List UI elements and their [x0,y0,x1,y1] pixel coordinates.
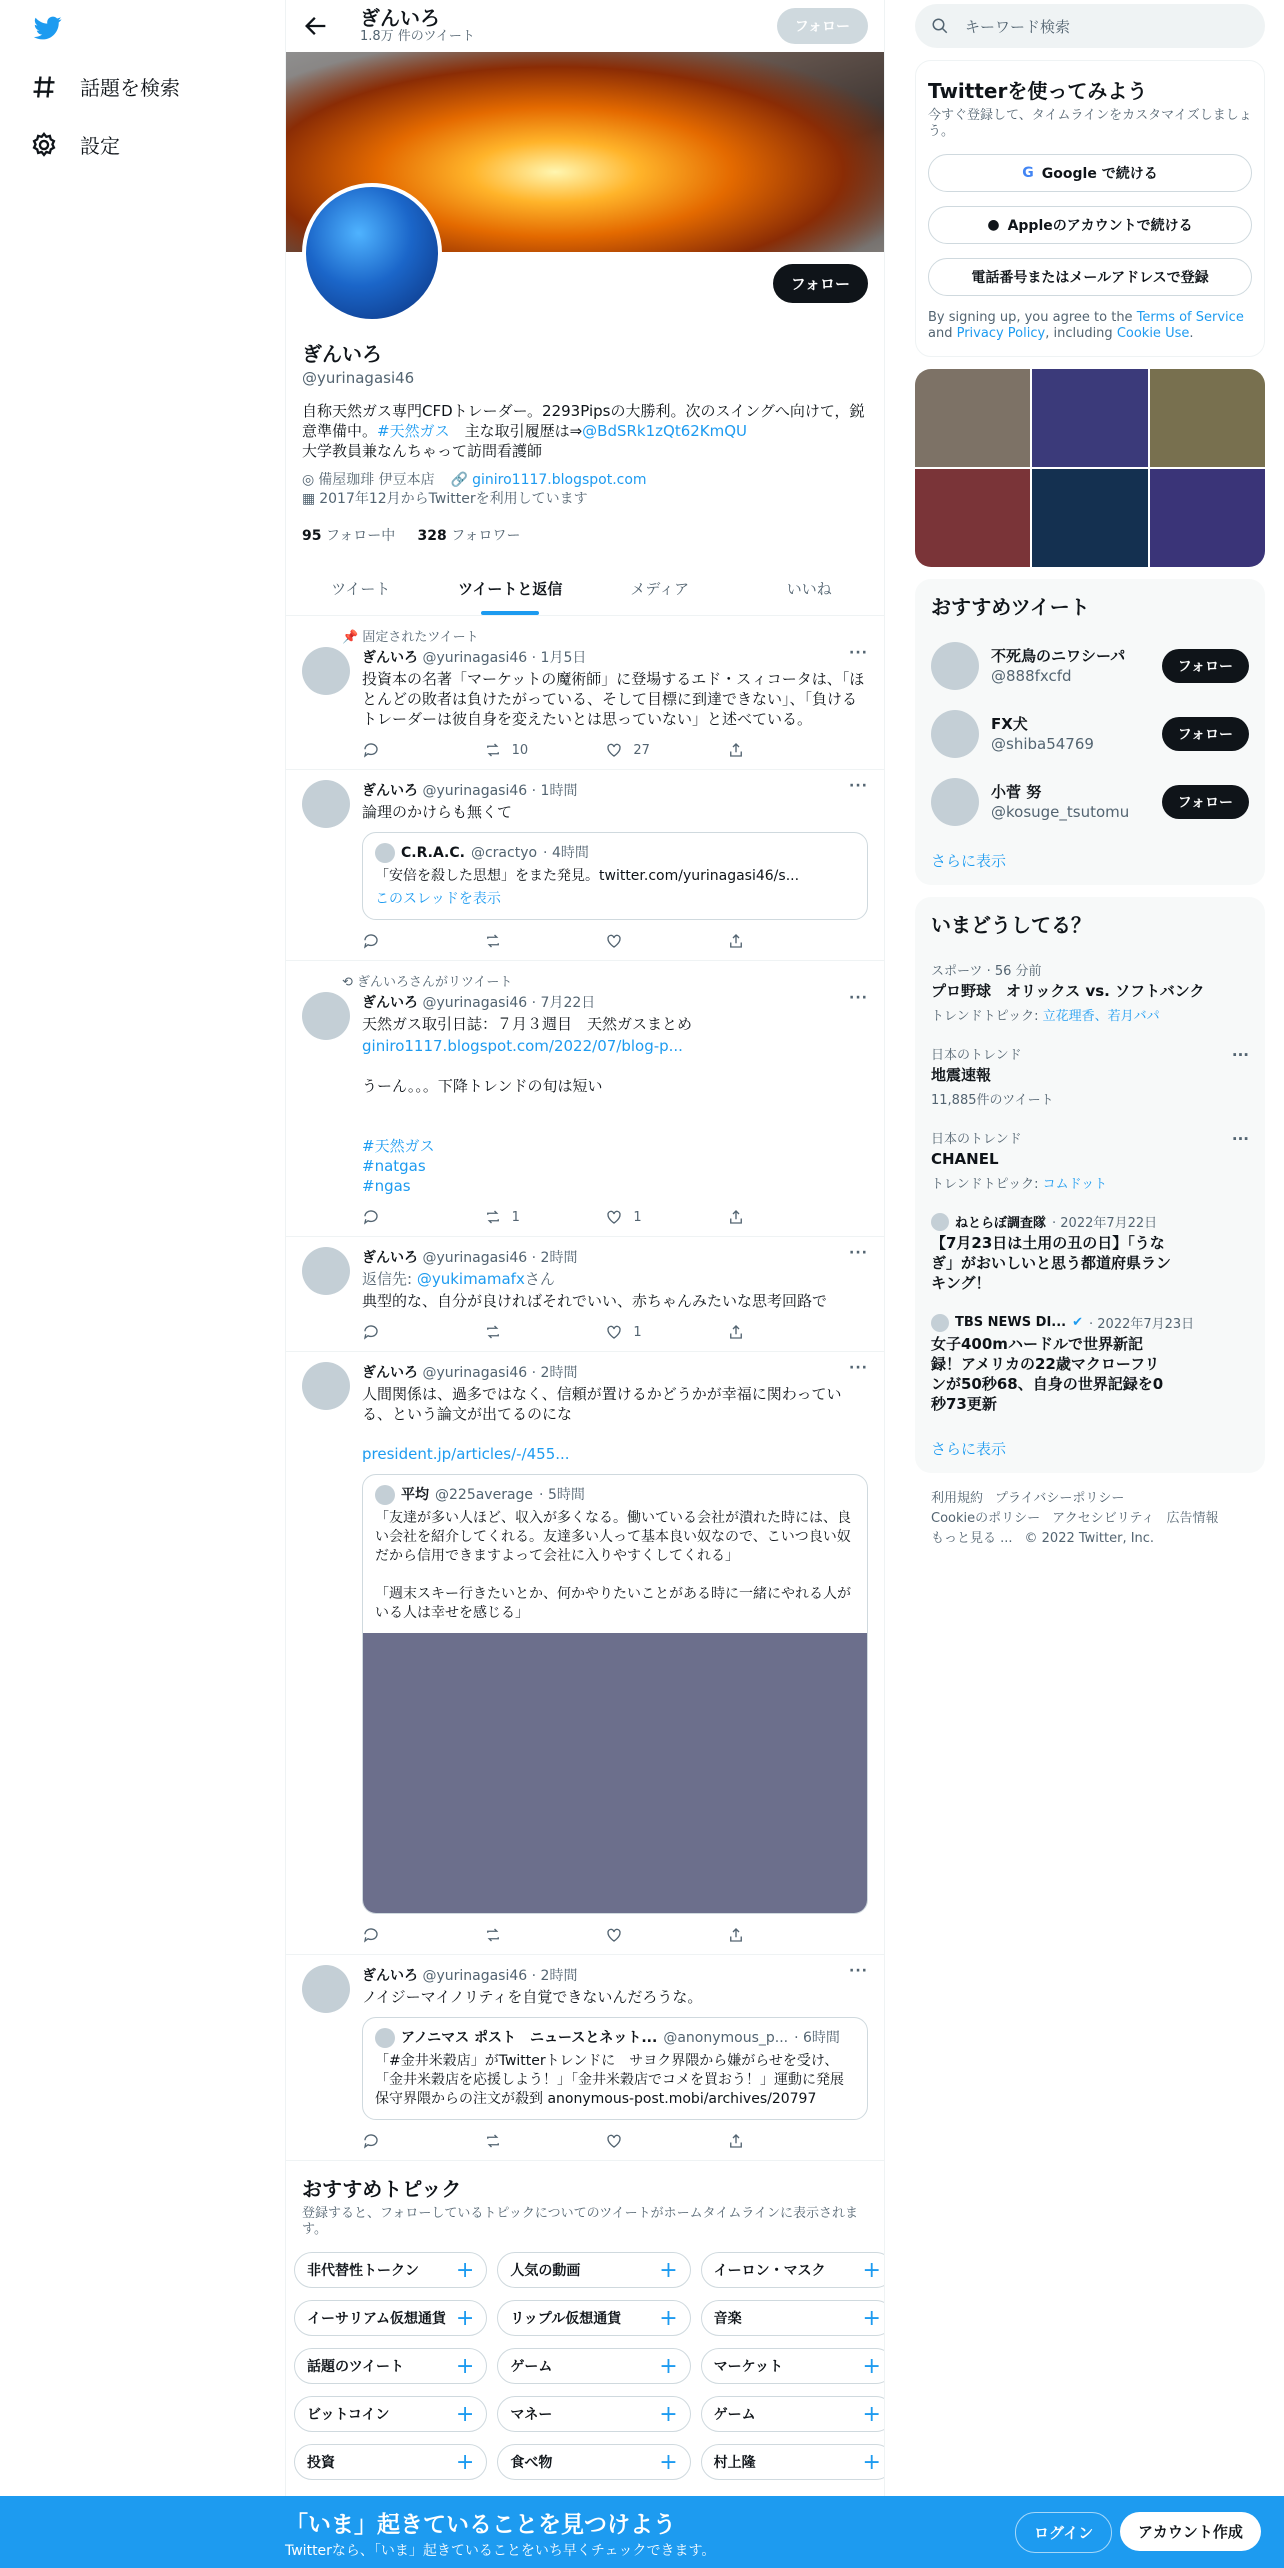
topic-chip[interactable]: ゲーム + [701,2396,885,2432]
user-name[interactable]: FX犬 [991,715,1028,733]
topic-chip[interactable]: イーサリアム仮想通貨 + [294,2300,487,2336]
tab-likes[interactable]: いいね [786,580,832,598]
share-icon [727,1208,745,1226]
tweet[interactable] [286,1955,884,2161]
signup-title: Twitterを使ってみよう [928,79,1148,103]
tweet-actions [362,932,787,950]
quote-handle: @anonymous_p... [663,2029,789,2046]
topic-chip[interactable]: 音楽 + [701,2300,885,2336]
like-button[interactable]: 27 [605,741,665,759]
show-thread-link[interactable]: このスレッドを表示 [375,891,501,907]
location-icon: ◎ [302,472,315,488]
tweet-avatar[interactable] [302,1965,350,2013]
tweet-handle[interactable]: @yurinagasi46 [422,783,528,799]
tweet-actions [362,1323,787,1341]
profile-header-bar [286,0,884,52]
like-button[interactable]: 1 [605,1323,665,1341]
topic-chip[interactable]: 非代替性トークン + [294,2252,487,2288]
bio-text-2: 主な取引履歴は⇒ [449,422,583,440]
share-button[interactable] [727,2132,787,2150]
topic-chip[interactable]: 話題のツイート + [294,2348,487,2384]
plus-icon: + [455,2305,475,2331]
profile-bio [302,401,868,461]
reply-icon [362,2132,380,2150]
avatar[interactable] [931,778,979,826]
tweet-text: 典型的な、自分が良ければそれでいい、赤ちゃんみたいな思考回路で [362,1292,828,1310]
share-icon [727,2132,745,2150]
quote-author: C.R.A.C. [401,844,465,861]
media-thumbnail[interactable] [915,369,1030,467]
user-name[interactable]: 不死鳥のニワシーパ [991,647,1126,665]
reply-button[interactable] [362,741,422,759]
retweet-button[interactable]: 1 [484,1208,544,1226]
user-handle: @shiba54769 [991,735,1094,753]
tweet-author[interactable]: ぎんいろ [362,1365,418,1381]
pinned-context: 📌 固定されたツイート [342,630,479,645]
who-title: おすすめツイート [931,595,1090,619]
topic-chip[interactable]: イーロン・マスク + [701,2252,885,2288]
tweet-time[interactable]: · 7月22日 [531,995,596,1011]
tweet-author[interactable]: ぎんいろ [362,995,418,1011]
news-source-avatar [931,1314,949,1332]
share-icon [727,932,745,950]
profile-avatar[interactable] [302,183,442,323]
heart-icon [605,1926,623,1944]
follow-button[interactable]: フォロー [1162,649,1249,683]
reply-to: 返信先: @yukimamafxさん [362,1270,555,1288]
tweet-actions [362,741,787,759]
google-icon: G [1022,165,1034,181]
reply-icon [362,932,380,950]
reply-to-mention[interactable]: @yukimamafx [416,1270,525,1288]
topic-chip[interactable]: 村上隆 + [701,2444,885,2480]
tweet-avatar[interactable] [302,647,350,695]
tweet[interactable] [286,770,884,961]
copyright: © 2022 Twitter, Inc. [1024,1531,1155,1546]
quoted-tweet[interactable] [362,2017,868,2120]
quote-time: · 4時間 [543,844,589,861]
signup-legal: By signing up, you agree to the Terms of Service and Privacy Policy, including Cookie Use. [928,310,1244,341]
profile-meta [302,471,868,509]
tweet-text: 人間関係は、過多ではなく、信頼が置けるかどうかが幸福に関わっている、という論文が出てるのにな [362,1385,842,1423]
tweet-text: 天然ガス取引日誌：７月３週目 天然ガスまとめ [362,1015,693,1033]
create-account-button[interactable]: アカウント作成 [1120,2512,1261,2551]
media-thumbnail[interactable] [915,469,1030,567]
reply-button[interactable] [362,932,422,950]
topic-chip[interactable]: 食べ物 + [497,2444,690,2480]
more-icon[interactable]: ··· [1231,1130,1249,1148]
follow-button[interactable]: フォロー [1162,785,1249,819]
reply-icon [362,741,380,759]
share-icon [727,1926,745,1944]
tweet-time[interactable]: · 2時間 [531,1250,578,1266]
like-button[interactable] [605,932,665,950]
tweet-actions [362,1208,787,1226]
user-handle: @kosuge_tsutomu [991,803,1130,821]
topic-chip[interactable]: ビットコイン + [294,2396,487,2432]
quote-text: 「#金井米穀店」がTwitterトレンドに サヨク界隈から嫌がらせを受け、「金井米穀店を応援しよう！」「金井米穀店でコメを買おう！」運動に発展 保守界隈からの注文が殺到 anonymous-post.mobi/archives/20797 [375,2053,858,2107]
tweet-link[interactable]: giniro1117.blogspot.com/2022/07/blog-p... [362,1037,683,1055]
who-to-follow [915,579,1265,885]
retweet-context: ⟲ ぎんいろさんがリツイート [342,975,513,990]
topic-chip[interactable]: 人気の動画 + [497,2252,690,2288]
tweet[interactable] [286,1237,884,1352]
reply-icon [362,1323,380,1341]
retweet-icon [484,932,502,950]
profile-column [285,0,885,2568]
tab-media[interactable]: メディア [630,580,690,598]
footer-link[interactable]: 利用規約 [931,1491,984,1506]
user-handle: @888fxcfd [991,667,1072,685]
tweet-author[interactable]: ぎんいろ [362,783,418,799]
media-thumbnail[interactable] [1150,469,1265,567]
trends-show-more[interactable]: さらに表示 [931,1440,1007,1458]
tweet-handle[interactable]: @yurinagasi46 [422,995,528,1011]
retweet-icon [484,1323,502,1341]
share-button[interactable] [727,932,787,950]
tweet-avatar[interactable] [302,992,350,1040]
topics-subtitle: 登録すると、フォローしているトピックについてのツイートがホームタイムラインに表示されます。 [302,2206,859,2237]
nav-settings[interactable] [30,130,120,159]
reply-icon [362,1208,380,1226]
who-to-follow-item[interactable] [915,700,1265,768]
retweet-button[interactable] [484,932,544,950]
share-button[interactable] [727,1208,787,1226]
search-input[interactable]: キーワード検索 [965,17,1071,36]
topic-chip[interactable]: リップル仮想通貨 + [497,2300,690,2336]
media-grid [915,369,1265,567]
retweet-button[interactable] [484,1926,544,1944]
profile-follow-counts [302,525,868,545]
google-signup-button[interactable]: G Google で続ける [928,154,1252,192]
more-icon[interactable]: ··· [849,1245,868,1261]
heart-icon [605,2132,623,2150]
right-sidebar [915,0,1265,1565]
share-icon [727,741,745,759]
nav-explore[interactable] [30,72,180,101]
tweet-time[interactable]: · 1月5日 [531,650,587,666]
apple-signup-button[interactable]: ● Appleのアカウントで続ける [928,206,1252,244]
tweet-avatar[interactable] [302,1362,350,1410]
plus-icon: + [659,2353,678,2379]
quote-handle: @cractyo [470,844,538,861]
tweet-time[interactable]: · 1時間 [531,783,578,799]
more-icon[interactable]: ··· [849,1360,868,1376]
quote-author: 平均 [401,1486,429,1503]
plus-icon: + [862,2257,881,2283]
signup-card [915,60,1265,357]
more-icon[interactable]: ··· [1231,1046,1249,1064]
plus-icon: + [862,2449,881,2475]
retweet-button[interactable] [484,2132,544,2150]
quote-avatar [375,1485,395,1505]
tweet-author[interactable]: ぎんいろ [362,650,418,666]
bio-text: 自称天然ガス専門CFDトレーダー。2293Pipsの大勝利。次のスイングへ向けて，鋭意準備中。 [302,402,865,440]
apple-icon: ● [987,217,1000,233]
more-icon[interactable]: ··· [849,778,868,794]
who-to-follow-item[interactable] [915,768,1265,836]
reply-button[interactable] [362,1926,422,1944]
plus-icon: + [455,2257,475,2283]
login-button[interactable]: ログイン [1015,2512,1112,2553]
bio-mention[interactable]: @BdSRk1zQt62KmQU [582,422,748,440]
media-thumbnail[interactable] [1150,369,1265,467]
plus-icon: + [862,2401,881,2427]
tweet-text: 論理のかけらも無くて [362,803,513,821]
tweet-handle[interactable]: @yurinagasi46 [422,1365,528,1381]
follow-button[interactable]: フォロー [1162,717,1249,751]
tweet-avatar[interactable] [302,1247,350,1295]
share-button[interactable] [727,1926,787,1944]
heart-icon [605,932,623,950]
twitter-logo-icon[interactable] [32,14,64,42]
quote-time: · 6時間 [794,2029,840,2046]
media-thumbnail[interactable] [1032,469,1147,567]
plus-icon: + [862,2353,881,2379]
retweet-icon [484,1208,502,1226]
topic-chip[interactable]: マネー + [497,2396,690,2432]
tweet-handle[interactable]: @yurinagasi46 [422,1250,528,1266]
plus-icon: + [862,2305,881,2331]
nav-settings-label: 設定 [80,134,120,158]
user-name[interactable]: 小菅 努 [991,783,1042,801]
tweet-text: 投資本の名著「マーケットの魔術師」に登場するエド・スィコータは、「ほとんどの敗者は負けたがっている、そして目標に到達できない」、「負けるトレーダーは彼自身を変えたいとは思っていない」と述べている。 [362,670,865,728]
tweet-author[interactable]: ぎんいろ [362,1250,418,1266]
verified-icon: ✔ [1072,1315,1084,1330]
hashtag-link[interactable]: #natgas [362,1157,426,1175]
tab-tweets[interactable]: ツイート [331,580,391,598]
retweet-context-icon: ⟲ [342,975,358,990]
heart-icon [605,1208,623,1226]
back-arrow-icon[interactable] [302,12,330,40]
bottom-bar-title: 「いま」起きていることを見つけよう [285,2512,676,2538]
following-link[interactable]: 95 フォロー中 [302,528,396,544]
left-nav [0,0,285,2568]
gear-icon [30,131,58,159]
tweet-hashtags [362,1116,868,1196]
heart-icon [605,1323,623,1341]
signup-subtitle: 今すぐ登録して、タイムラインをカスタマイズしましょう。 [928,108,1252,139]
footer-links [915,1473,1265,1565]
topic-chip[interactable]: ゲーム + [497,2348,690,2384]
retweet-button[interactable]: 10 [484,741,544,759]
header-name: ぎんいろ [360,6,440,30]
tweet-handle[interactable]: @yurinagasi46 [422,1968,528,1984]
hashtag-link[interactable]: #ngas [362,1177,411,1195]
more-icon[interactable]: ··· [849,645,868,661]
share-button[interactable] [727,741,787,759]
trend-item[interactable]: ··· 日本のトレンド CHANEL トレンドトピック: コムドット [931,1130,1249,1192]
plus-icon: + [455,2353,475,2379]
bottom-signup-bar [0,2496,1284,2568]
hashtag-icon [30,73,58,101]
quoted-tweet[interactable] [362,832,868,920]
who-show-more[interactable]: さらに表示 [931,852,1007,870]
profile-tabs [286,563,884,616]
profile-name: ぎんいろ [302,342,382,366]
plus-icon: + [659,2305,678,2331]
share-icon [727,1323,745,1341]
retweet-icon [484,1926,502,1944]
phone-email-signup-button[interactable]: 電話番号またはメールアドレスで登録 [928,258,1252,296]
topics-title: おすすめトピック [302,2177,462,2201]
follow-button[interactable]: フォロー [773,264,868,303]
tweet-avatar[interactable] [302,780,350,828]
tweet[interactable] [286,616,884,770]
footer-link[interactable]: 広告情報 [1166,1511,1219,1526]
topic-chips [294,2252,885,2480]
trend-item[interactable]: スポーツ · 56 分前 プロ野球 オリックス vs. ソフトバンク トレンドトピック: 立花理香、若月バパ [931,964,1205,1024]
pin-icon: 📌 [342,630,363,645]
reply-button[interactable] [362,1208,422,1226]
like-button[interactable] [605,1926,665,1944]
more-icon[interactable]: ··· [849,990,868,1006]
profile-joined: 2017年12月からTwitterを利用しています [319,491,588,507]
footer-more[interactable]: もっと見る ... [931,1531,1013,1546]
like-button[interactable] [605,2132,665,2150]
quote-avatar [375,2028,395,2048]
terms-link[interactable]: Terms of Service [1136,310,1244,325]
reply-icon [362,1926,380,1944]
footer-link[interactable]: Cookieのポリシー [931,1511,1041,1526]
trend-item[interactable]: ··· 日本のトレンド 地震速報 11,885件のツイート [931,1046,1249,1108]
header-follow-button[interactable]: フォロー [777,8,868,44]
media-thumbnail[interactable] [1032,369,1147,467]
news-source-avatar [931,1213,949,1231]
tweet-text: ノイジーマイノリティを自覚できないんだろうな。 [362,1988,703,2006]
plus-icon: + [659,2401,678,2427]
share-button[interactable] [727,1323,787,1341]
more-icon[interactable]: ··· [849,1963,868,1979]
retweet-icon [484,741,502,759]
tweet-actions [362,2132,787,2150]
profile-info [286,338,884,545]
topic-chip[interactable]: マーケット + [701,2348,885,2384]
search-box[interactable] [915,4,1265,48]
header-tweet-count: 1.8万 件のツイート [360,29,475,44]
quote-avatar [375,843,395,863]
heart-icon [605,741,623,759]
retweet-icon [484,2132,502,2150]
quote-time: · 5時間 [539,1486,585,1503]
tweet[interactable] [286,1352,884,1955]
search-icon [931,17,949,35]
like-button[interactable]: 1 [605,1208,665,1226]
tweet-handle[interactable]: @yurinagasi46 [422,650,528,666]
profile-location: 備屋珈琲 伊豆本店 [318,472,435,488]
plus-icon: + [659,2257,678,2283]
tweet-time[interactable]: · 2時間 [531,1365,578,1381]
bio-hashtag[interactable]: #天然ガス [377,422,450,440]
footer-link[interactable]: アクセシビリティ [1052,1511,1155,1526]
tweet-text-2: うーん。。。下降トレンドの旬は短い [362,1077,603,1095]
plus-icon: + [659,2449,678,2475]
reply-button[interactable] [362,1323,422,1341]
avatar[interactable] [931,642,979,690]
trends-title: いまどうしてる？ [931,913,1091,937]
link-icon: 🔗 [450,472,469,488]
profile-website[interactable]: giniro1117.blogspot.com [472,472,647,488]
avatar[interactable] [931,710,979,758]
tweet[interactable] [286,961,884,1237]
quote-handle: @225average [435,1486,534,1503]
footer-link[interactable]: プライバシーポリシー [995,1491,1125,1506]
nav-explore-label: 話題を検索 [80,76,180,100]
calendar-icon: ▦ [302,491,316,507]
quote-text: 「安倍を殺した思想」をまた発見。twitter.com/yurinagasi46/s... [375,868,800,884]
who-to-follow-item[interactable] [915,632,1265,700]
plus-icon: + [455,2449,475,2475]
retweet-button[interactable] [484,1323,544,1341]
tweet-author[interactable]: ぎんいろ [362,1968,418,1984]
profile-handle: @yurinagasi46 [302,369,415,387]
tweet-link[interactable]: president.jp/articles/-/455... [362,1445,570,1463]
bottom-bar-subtitle: Twitterなら、「いま」起きていることをいち早くチェックできます。 [285,2543,716,2559]
tab-tweets-replies[interactable]: ツイートと返信 [436,563,586,615]
quote-image[interactable] [363,1633,867,1913]
bio-text-3: 大学教員兼なんちゃって訪問看護師 [302,442,543,460]
followers-link[interactable]: 328 フォロワー [417,528,521,544]
quote-author: アノニマス ポスト ニュースとネット... [401,2029,658,2046]
plus-icon: + [455,2401,475,2427]
news-item[interactable]: ねとらぼ調査隊 · 2022年7月22日 【7月23日は土用の丑の日】「うなぎ」がおいしいと思う都道府県ランキング！ [915,1202,1265,1303]
quote-text: 「友達が多い人ほど、収入が多くなる。働いている会社が潰れた時には、良い会社を紹介してくれる。友達多い人って基本良い奴なので、こいつ良い奴だから信用できますよって会社に入りやすくしてくれる」 「週末スキー行きたいとか、何かやりたいことがある時に一緒にやれる人がいる人は幸せを感じる」 [375,1510,851,1621]
tweet-actions [362,1926,787,1944]
reply-button[interactable] [362,2132,422,2150]
tweet-time[interactable]: · 2時間 [531,1968,578,1984]
trends-card [915,897,1265,1473]
quoted-tweet[interactable] [362,1474,868,1914]
privacy-link[interactable]: Privacy Policy [956,326,1046,341]
recommended-topics [286,2161,884,2492]
topic-chip[interactable]: 投資 + [294,2444,487,2480]
hashtag-link[interactable]: #天然ガス [362,1137,435,1155]
cookie-link[interactable]: Cookie Use [1116,326,1190,341]
news-item[interactable]: TBS NEWS DI... ✔ · 2022年7月23日 女子400mハードルで世界新記録！アメリカの22歳マクローフリンが50秒68、自身の世界記録を0秒73更新 [931,1315,1195,1413]
